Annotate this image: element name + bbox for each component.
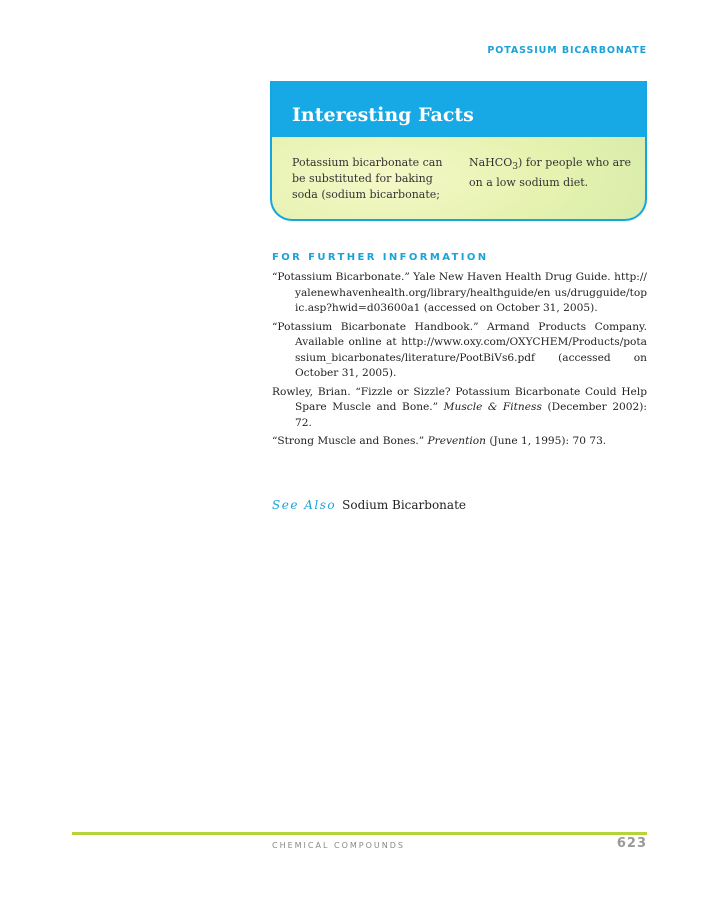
reference-url[interactable]: http://yalenewhavenhealth.org/library/healthguide/en us/drugguide/topic.asp?hwid=d03600a1	[295, 271, 647, 314]
reference-text: Rowley, Brian. “Fizzle or Sizzle? Potassium Bicarbonate Could Help Spare Muscle and Bone.”	[272, 385, 647, 413]
see-also-label: See Also	[272, 498, 337, 512]
reference-item	[272, 270, 647, 317]
interesting-facts-box	[270, 81, 647, 221]
reference-tail: (accessed on October 31, 2005).	[423, 302, 598, 314]
page-number: 623	[616, 836, 647, 851]
footer-book-title: CHEMICAL COMPOUNDS	[272, 841, 405, 850]
reference-tail: (June 1, 1995): 70 73.	[489, 435, 607, 447]
see-also-link[interactable]: Sodium Bicarbonate	[342, 498, 466, 512]
reference-tail: (accessed on October 31, 2005).	[295, 351, 648, 379]
reference-item	[272, 320, 647, 382]
further-information-heading: FOR FURTHER INFORMATION	[272, 252, 489, 263]
formula-text: NaHCO	[469, 156, 513, 169]
facts-box-header	[272, 81, 645, 137]
reference-text: “Potassium Bicarbonate.” Yale New Haven Health Drug Guide.	[272, 271, 611, 283]
reference-text: “Strong Muscle and Bones.”	[272, 435, 425, 447]
see-also	[272, 498, 466, 512]
reference-item	[272, 434, 647, 450]
references-list	[272, 270, 647, 453]
reference-item	[272, 385, 647, 432]
formula-subscript: 3	[512, 161, 519, 173]
reference-text: “Potassium Bicarbonate Handbook.” Armand Products Company. Available online at	[272, 320, 647, 348]
footer-rule	[72, 832, 647, 835]
reference-publication: Muscle & Fitness	[443, 401, 542, 413]
reference-tail: (December 2002): 72.	[295, 401, 647, 429]
facts-box-title: Interesting Facts	[292, 104, 474, 126]
running-header: POTASSIUM BICARBONATE	[487, 45, 647, 56]
facts-column-1: Potassium bicarbonate can be substituted for baking soda (sodium bicarbonate;	[292, 156, 443, 201]
facts-column-2	[469, 155, 641, 191]
reference-url[interactable]: http://www.oxy.com/OXYCHEM/Products/potassium_bicarbonates/literature/PootBiVs6.pdf	[295, 336, 647, 364]
facts-column-2-text: ) for people who are on a low sodium diet.	[469, 156, 631, 190]
reference-publication: Prevention	[427, 435, 486, 447]
